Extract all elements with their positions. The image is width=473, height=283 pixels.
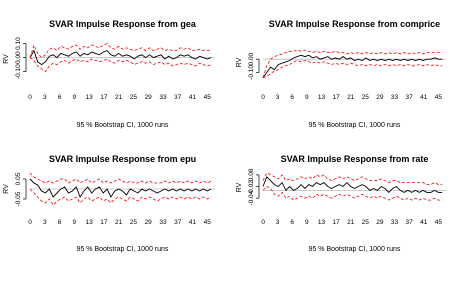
- y-tick-label: 0.02: [248, 180, 255, 193]
- y-tick-label: 0.00: [248, 52, 255, 66]
- x-tick-label: 25: [129, 94, 138, 101]
- series-line-lower: [30, 189, 211, 205]
- chart-panel-2: [236, 19, 446, 129]
- chart-panel-3: [3, 154, 215, 253]
- x-tick-label: 13: [85, 219, 93, 226]
- y-tick-label: -0.04: [248, 190, 255, 206]
- x-tick-label: 3: [275, 94, 280, 101]
- x-tick-label: 29: [144, 94, 152, 101]
- x-tick-label: 0: [261, 94, 265, 101]
- y-axis-label: RV: [236, 182, 243, 193]
- x-axis-label: 95 % Bootstrap CI, 1000 runs: [308, 122, 401, 129]
- series-line-upper: [30, 173, 211, 183]
- x-tick-label: 6: [57, 94, 62, 101]
- x-tick-label: 6: [290, 94, 295, 101]
- y-axis-label: RV: [236, 57, 243, 68]
- x-tick-label: 13: [317, 219, 326, 226]
- x-tick-label: 25: [361, 94, 369, 101]
- x-tick-label: 29: [376, 219, 384, 226]
- x-tick-label: 37: [405, 219, 413, 226]
- x-tick-label: 37: [174, 94, 182, 101]
- x-tick-label: 9: [72, 94, 77, 101]
- y-tick-label: -0.10: [248, 64, 255, 80]
- series-line-lower: [30, 58, 211, 72]
- x-tick-label: 21: [115, 219, 123, 226]
- x-tick-label: 17: [100, 219, 108, 226]
- x-tick-label: 6: [57, 219, 62, 226]
- x-tick-label: 41: [420, 94, 428, 101]
- x-tick-label: 41: [188, 94, 197, 101]
- x-tick-label: 17: [332, 219, 340, 226]
- x-tick-label: 37: [174, 219, 182, 226]
- x-tick-label: 9: [72, 219, 77, 226]
- x-tick-label: 13: [317, 94, 326, 101]
- x-tick-label: 13: [85, 94, 93, 101]
- y-tick-label: 0.10: [15, 37, 22, 50]
- series-line-lower: [263, 187, 442, 201]
- series-line-upper: [263, 173, 442, 185]
- x-tick-label: 29: [144, 219, 152, 226]
- x-tick-label: 0: [28, 94, 32, 101]
- chart-title: SVAR Impulse Response from gea: [49, 19, 196, 29]
- x-tick-label: 0: [261, 219, 265, 226]
- x-tick-label: 3: [42, 219, 47, 226]
- x-tick-label: 3: [275, 219, 280, 226]
- x-tick-label: 45: [203, 94, 211, 101]
- x-tick-label: 25: [129, 219, 138, 226]
- y-axis-label: RV: [3, 184, 10, 194]
- x-tick-label: 29: [376, 94, 384, 101]
- x-tick-label: 45: [434, 94, 442, 101]
- x-tick-label: 33: [159, 219, 167, 226]
- chart-title: SVAR Impulse Response from epu: [48, 154, 197, 164]
- y-axis-label: RV: [3, 54, 10, 64]
- x-tick-label: 3: [42, 94, 47, 101]
- y-tick-label: 0.00: [15, 51, 22, 64]
- y-tick-label: -0.10: [15, 64, 22, 80]
- y-tick-label: 0.08: [248, 168, 255, 182]
- chart-title: SVAR Impulse Response from comprice: [268, 19, 441, 29]
- x-tick-label: 9: [305, 94, 309, 101]
- y-tick-label: 0.05: [15, 172, 22, 186]
- y-tick-label: -0.05: [15, 191, 22, 207]
- series-line-lower: [263, 61, 442, 78]
- x-tick-label: 41: [420, 219, 428, 226]
- x-tick-label: 21: [347, 94, 355, 101]
- chart-panel-1: [3, 19, 215, 129]
- x-tick-label: 0: [28, 219, 32, 226]
- x-tick-label: 25: [361, 219, 369, 226]
- series-line-upper: [30, 44, 211, 58]
- x-tick-label: 21: [347, 219, 355, 226]
- chart-panel-4: [236, 154, 446, 253]
- x-tick-label: 41: [188, 219, 197, 226]
- x-tick-label: 33: [390, 94, 399, 101]
- x-tick-label: 37: [405, 94, 413, 101]
- series-line-response: [30, 179, 211, 197]
- x-tick-label: 9: [305, 219, 309, 226]
- x-tick-label: 33: [159, 94, 167, 101]
- x-axis-label: 95 % Bootstrap CI, 1000 runs: [308, 246, 401, 253]
- chart-title: SVAR Impulse Response from rate: [280, 154, 429, 164]
- x-axis-label: 95 % Bootstrap CI, 1000 runs: [76, 246, 169, 253]
- x-tick-label: 6: [290, 219, 295, 226]
- x-axis-label: 95 % Bootstrap CI, 1000 runs: [76, 122, 169, 129]
- x-tick-label: 17: [100, 94, 108, 101]
- x-tick-label: 45: [203, 219, 211, 226]
- x-tick-label: 21: [115, 94, 123, 101]
- x-tick-label: 33: [390, 219, 399, 226]
- x-tick-label: 17: [332, 94, 340, 101]
- series-line-response: [263, 55, 442, 77]
- x-tick-label: 45: [434, 219, 442, 226]
